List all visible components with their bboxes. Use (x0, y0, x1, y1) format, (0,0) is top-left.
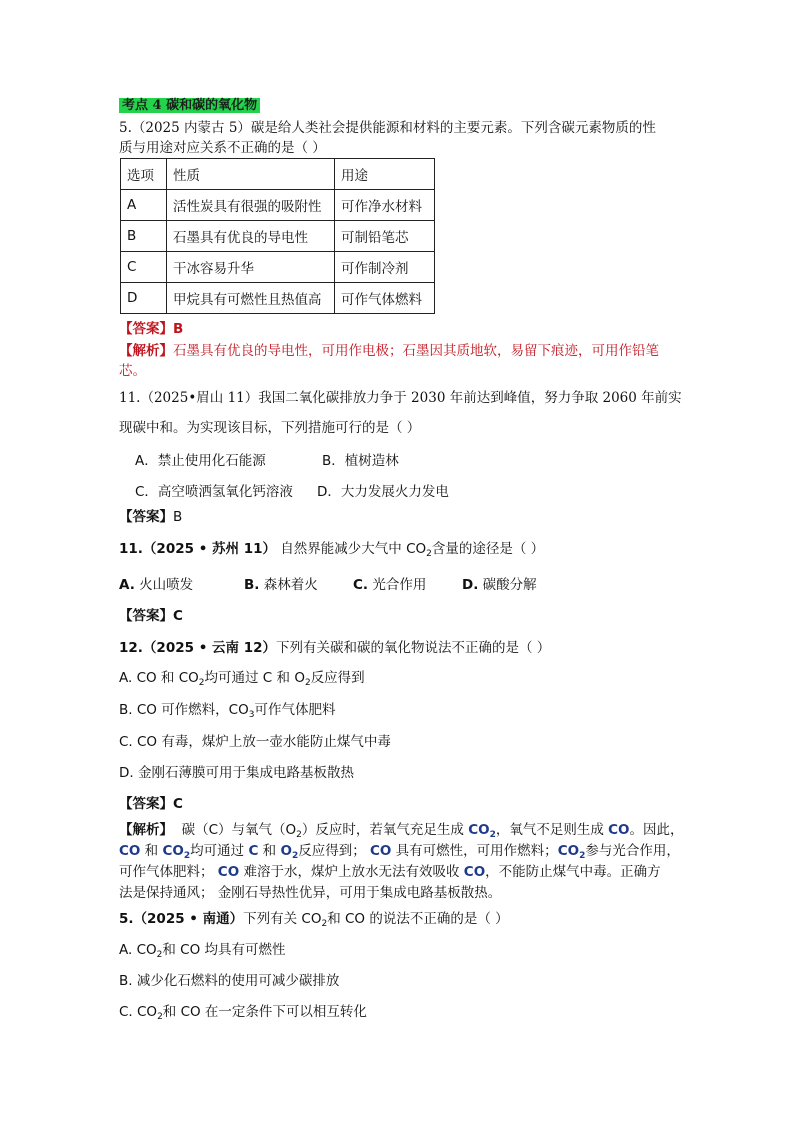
subscript: 2 (198, 678, 205, 688)
q1-stem-line1: 5.（2025 内蒙古 5）碳是给人类社会提供能源和材料的主要元素。下列含碳元素物质的性 (119, 120, 656, 136)
formula: CO (608, 822, 630, 838)
subscript: 2 (304, 678, 311, 688)
subscript: 2 (426, 549, 432, 559)
subscript: 2 (579, 851, 586, 861)
q3-option-c (353, 578, 426, 594)
q4-option-c: C. CO 有毒，煤炉上放一壶水能防止煤气中毒 (119, 734, 391, 750)
answer-value: B (173, 321, 184, 337)
table-cell: 石墨具有优良的导电性 (167, 221, 335, 252)
q4-option-d: D. 金刚石薄膜可用于集成电路基板散热 (119, 765, 354, 781)
q2-option-a: A．禁止使用化石能源 (135, 453, 266, 469)
analysis-text: 均可通过 (190, 843, 249, 859)
table-header-cell: 用途 (335, 159, 435, 190)
formula: CO (370, 843, 392, 859)
q1-table (120, 158, 435, 314)
formula: CO (557, 843, 580, 859)
question-text: 下列有关碳和碳的氧化物说法不正确的是（ ） (276, 640, 551, 656)
question-text: 自然界能减少大气中 CO (280, 541, 427, 557)
q5-stem (119, 912, 509, 928)
analysis-text: 难溶于水，煤炉上放水无法有效吸收 (239, 864, 464, 880)
q2-stem-line1: 11.（2025•眉山 11）我国二氧化碳排放力争于 2030 年前达到峰值，努力争取 2060 年前实 (119, 390, 682, 406)
table-cell: 活性炭具有很强的吸附性 (167, 190, 335, 221)
table-row (121, 190, 435, 221)
option-letter: C. (353, 577, 369, 593)
question-text: 和 CO 的说法不正确的是（ ） (327, 911, 509, 927)
subscript: 2 (296, 830, 302, 840)
question-number: 11. (119, 541, 143, 557)
table-cell: A (121, 190, 167, 221)
q1-analysis-line2: 芯。 (119, 363, 146, 379)
subscript: 3 (248, 710, 255, 720)
question-text: 含量的途径是（ ） (431, 541, 545, 557)
option-letter: A. (119, 577, 135, 593)
q3-answer (119, 609, 183, 625)
option-text: B. CO 可作燃料，CO (119, 702, 249, 718)
option-letter: D. (462, 577, 479, 593)
table-header-cell: 选项 (121, 159, 167, 190)
analysis-text: 参与光合作用， (585, 843, 680, 859)
question-source: （2025 • 云南 12） (142, 640, 277, 656)
question-source: （2025 • 苏州 11） (142, 541, 277, 557)
table-cell: D (121, 283, 167, 314)
option-text: 光合作用 (372, 577, 427, 593)
q4-analysis-line1 (119, 823, 684, 839)
q3-option-b (244, 578, 318, 594)
answer-label: 【答案】 (119, 509, 173, 525)
option-text: 火山喷发 (139, 577, 194, 593)
section-header (119, 98, 260, 114)
option-text: 碳酸分解 (482, 577, 537, 593)
formula: CO (217, 864, 240, 880)
table-cell: 可制铅笔芯 (335, 221, 435, 252)
analysis-text: 反应得到； (298, 843, 370, 859)
q3-option-a (119, 578, 193, 594)
formula: CO (162, 843, 184, 859)
formula: CO (468, 822, 490, 838)
q4-stem (119, 641, 550, 657)
answer-label: 【答案】 (119, 796, 173, 812)
q4-option-a (119, 671, 365, 687)
table-row (121, 252, 435, 283)
section-tag: 考点 4 碳和碳的氧化物 (119, 98, 260, 113)
table-cell: 甲烷具有可燃性且热值高 (167, 283, 335, 314)
answer-value: B (173, 509, 183, 525)
table-header-cell: 性质 (167, 159, 335, 190)
q5-option-c (119, 1005, 367, 1021)
q2-option-b: B．植树造林 (322, 453, 399, 469)
q4-analysis-line2 (119, 844, 680, 860)
q4-analysis-line3 (119, 865, 661, 881)
subscript: 2 (489, 830, 496, 840)
analysis-text: 碳（C）与氧气（O (181, 822, 297, 838)
answer-label: 【答案】 (119, 608, 173, 624)
q1-analysis-line1 (119, 344, 659, 360)
q3-option-d (462, 578, 537, 594)
option-text: 和 CO 在一定条件下可以相互转化 (162, 1004, 367, 1020)
analysis-label: 【解析】 (119, 822, 173, 838)
q4-analysis-line4: 法是保持通风； 金刚石导热性优异，可用于集成电路基板散热。 (119, 885, 502, 901)
table-cell: 可作气体燃料 (335, 283, 435, 314)
analysis-text: ，不能防止煤气中毒。正确方 (485, 864, 661, 880)
q1-stem-line2: 质与用途对应关系不正确的是（ ） (119, 140, 326, 156)
table-cell: C (121, 252, 167, 283)
formula: C (248, 843, 259, 859)
option-text: 森林着火 (263, 577, 318, 593)
q2-option-c: C．高空喷洒氢氧化钙溶液 (135, 484, 293, 500)
q4-option-b (119, 703, 335, 719)
analysis-text: 和 (258, 843, 281, 859)
table-header-row (121, 159, 435, 190)
q1-answer (119, 322, 183, 338)
subscript: 2 (156, 950, 163, 960)
q2-answer (119, 510, 182, 526)
table-cell: 干冰容易升华 (167, 252, 335, 283)
analysis-text: 。因此， (629, 822, 684, 838)
option-text: 反应得到 (310, 670, 365, 686)
answer-label: 【答案】 (119, 321, 173, 337)
answer-value: C (173, 608, 183, 624)
table-cell: 可作制冷剂 (335, 252, 435, 283)
formula: O (280, 843, 292, 859)
question-source: （2025 • 南通） (133, 911, 244, 927)
q5-option-b: B. 减少化石燃料的使用可减少碳排放 (119, 973, 340, 989)
q3-stem (119, 542, 544, 558)
table-row (121, 283, 435, 314)
question-text: 下列有关 CO (243, 911, 322, 927)
analysis-text: ）反应时，若氧气充足生成 (301, 822, 469, 838)
analysis-text: 石墨具有优良的导电性，可用作电极；石墨因其质地软，易留下痕迹，可用作铅笔 (173, 343, 659, 359)
q4-answer (119, 797, 183, 813)
option-text: C. CO (119, 1004, 158, 1020)
question-number: 12. (119, 640, 143, 656)
q2-stem-line2: 现碳中和。为实现该目标，下列措施可行的是（ ） (119, 420, 421, 436)
option-text: 均可通过 C 和 O (204, 670, 305, 686)
analysis-text: 具有可燃性，可用作燃料； (391, 843, 558, 859)
option-text: 和 CO 均具有可燃性 (162, 942, 286, 958)
question-number: 5. (119, 911, 134, 927)
table-cell: 可作净水材料 (335, 190, 435, 221)
option-text: 可作气体肥料 (254, 702, 336, 718)
table-cell: B (121, 221, 167, 252)
analysis-text: 可作气体肥料； (119, 864, 218, 880)
answer-value: C (173, 796, 183, 812)
option-text: A. CO (119, 942, 157, 958)
subscript: 2 (157, 1012, 163, 1022)
option-letter: B. (244, 577, 260, 593)
analysis-text: ，氧气不足则生成 (495, 822, 609, 838)
analysis-text: 和 (140, 843, 163, 859)
subscript: 2 (321, 919, 328, 929)
subscript: 2 (183, 851, 191, 861)
option-text: A. CO 和 CO (119, 670, 199, 686)
q2-option-d: D．大力发展火力发电 (317, 484, 449, 500)
q5-option-a (119, 943, 286, 959)
analysis-label: 【解析】 (119, 343, 173, 359)
formula: CO (463, 864, 486, 880)
subscript: 2 (291, 851, 299, 861)
table-row (121, 221, 435, 252)
formula: CO (119, 843, 141, 859)
